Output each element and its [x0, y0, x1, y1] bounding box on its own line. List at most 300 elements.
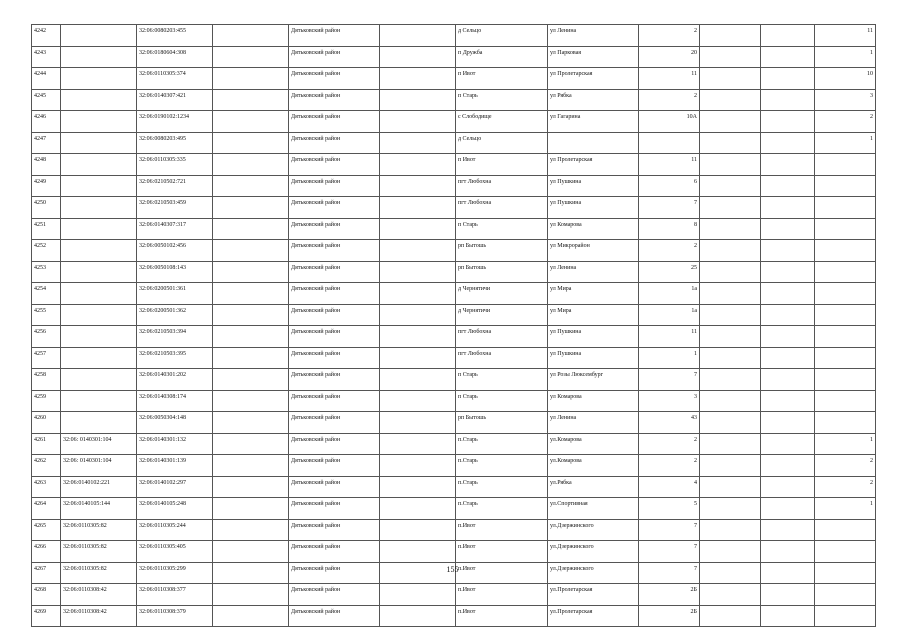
- table-cell: рп Бытошь: [456, 412, 548, 434]
- table-cell: [380, 218, 456, 240]
- table-cell: [61, 347, 137, 369]
- table-cell: [213, 283, 289, 305]
- table-cell: [761, 111, 815, 133]
- table-cell: 4246: [32, 111, 61, 133]
- table-cell: [380, 240, 456, 262]
- table-row: [32, 240, 876, 262]
- table-cell: 32:06:0110305:82: [61, 519, 137, 541]
- table-cell: 32:06:0140105:248: [137, 498, 213, 520]
- table-row: [32, 326, 876, 348]
- table-cell: п Старь: [456, 89, 548, 111]
- table-cell: 32:06:0140301:202: [137, 369, 213, 391]
- table-cell: [380, 154, 456, 176]
- table-cell: [213, 175, 289, 197]
- table-cell: 32:06:0110305:299: [137, 562, 213, 584]
- table-cell: 1: [815, 433, 876, 455]
- table-cell: 1а: [639, 304, 700, 326]
- table-cell: [213, 326, 289, 348]
- table-row: [32, 25, 876, 47]
- table-cell: 2: [639, 433, 700, 455]
- table-cell: [761, 46, 815, 68]
- table-cell: ул.Комарова: [548, 433, 639, 455]
- table-cell: [761, 240, 815, 262]
- table-cell: [761, 218, 815, 240]
- table-cell: ул Комарова: [548, 218, 639, 240]
- table-cell: Дятьковский район: [289, 304, 380, 326]
- table-row: [32, 261, 876, 283]
- table-cell: [700, 25, 761, 47]
- table-cell: [815, 175, 876, 197]
- table-cell: [700, 347, 761, 369]
- table-cell: [548, 132, 639, 154]
- table-cell: [213, 68, 289, 90]
- table-cell: [213, 584, 289, 606]
- table-cell: ул.Пролетарская: [548, 605, 639, 627]
- table-cell: [380, 433, 456, 455]
- table-cell: Дятьковский район: [289, 240, 380, 262]
- table-cell: Дятьковский район: [289, 261, 380, 283]
- table-cell: [380, 519, 456, 541]
- table-cell: [761, 498, 815, 520]
- table-cell: [815, 326, 876, 348]
- table-cell: 32:06:0140105:144: [61, 498, 137, 520]
- table-cell: 4247: [32, 132, 61, 154]
- table-cell: [700, 154, 761, 176]
- table-cell: 4245: [32, 89, 61, 111]
- table-cell: 32:06:0110308:42: [61, 584, 137, 606]
- table-cell: Дятьковский район: [289, 25, 380, 47]
- table-cell: 4244: [32, 68, 61, 90]
- table-row: [32, 175, 876, 197]
- table-cell: ул Пушкина: [548, 197, 639, 219]
- table-cell: [700, 304, 761, 326]
- table-cell: 4265: [32, 519, 61, 541]
- table-cell: [815, 240, 876, 262]
- table-cell: 32:06:0210503:394: [137, 326, 213, 348]
- table-cell: [761, 283, 815, 305]
- table-cell: [700, 46, 761, 68]
- table-cell: [761, 369, 815, 391]
- table-row: [32, 584, 876, 606]
- table-cell: [61, 25, 137, 47]
- table-row: [32, 605, 876, 627]
- table-cell: 11: [639, 68, 700, 90]
- table-cell: 32:06:0050108:143: [137, 261, 213, 283]
- table-cell: [61, 304, 137, 326]
- table-cell: п Ивот: [456, 154, 548, 176]
- table-cell: 4249: [32, 175, 61, 197]
- table-cell: Дятьковский район: [289, 498, 380, 520]
- table-cell: п.Старь: [456, 498, 548, 520]
- table-cell: Дятьковский район: [289, 433, 380, 455]
- table-cell: Дятьковский район: [289, 605, 380, 627]
- table-cell: [700, 283, 761, 305]
- table-cell: 32:06:0110308:42: [61, 605, 137, 627]
- table-cell: 32:06: 0140301:104: [61, 455, 137, 477]
- table-cell: [213, 369, 289, 391]
- table-cell: 4252: [32, 240, 61, 262]
- table-cell: [213, 390, 289, 412]
- table-cell: п.Старь: [456, 476, 548, 498]
- table-cell: [380, 89, 456, 111]
- table-cell: [700, 89, 761, 111]
- table-cell: 32:06:0140307:421: [137, 89, 213, 111]
- table-cell: 32:06:0210503:459: [137, 197, 213, 219]
- table-cell: ул Пушкина: [548, 347, 639, 369]
- table-row: [32, 218, 876, 240]
- table-cell: ул Ленина: [548, 412, 639, 434]
- table-cell: [213, 261, 289, 283]
- table-cell: [61, 283, 137, 305]
- table-cell: [380, 541, 456, 563]
- table-cell: 1: [815, 132, 876, 154]
- table-cell: [761, 605, 815, 627]
- table-cell: [700, 240, 761, 262]
- table-row: [32, 541, 876, 563]
- table-cell: [213, 519, 289, 541]
- table-cell: [213, 240, 289, 262]
- table-cell: 32:06:0050304:148: [137, 412, 213, 434]
- table-cell: 43: [639, 412, 700, 434]
- table-cell: 4261: [32, 433, 61, 455]
- table-cell: 2: [639, 455, 700, 477]
- table-cell: 32:06:0110305:374: [137, 68, 213, 90]
- table-cell: [61, 89, 137, 111]
- table-cell: ул.Дзержинского: [548, 519, 639, 541]
- table-cell: Дятьковский район: [289, 175, 380, 197]
- table-cell: 32:06:0110308:377: [137, 584, 213, 606]
- table-cell: [380, 605, 456, 627]
- table-cell: [213, 433, 289, 455]
- table-row: [32, 283, 876, 305]
- table-cell: [815, 369, 876, 391]
- table-cell: [639, 132, 700, 154]
- table-cell: Дятьковский район: [289, 369, 380, 391]
- table-cell: 32:06:0140307:317: [137, 218, 213, 240]
- table-row: [32, 197, 876, 219]
- table-cell: 32:06:0140102:297: [137, 476, 213, 498]
- table-cell: [380, 68, 456, 90]
- table-cell: [700, 68, 761, 90]
- table-row: [32, 498, 876, 520]
- table-cell: 4262: [32, 455, 61, 477]
- table-cell: 4251: [32, 218, 61, 240]
- table-cell: ул Пролетарская: [548, 68, 639, 90]
- table-cell: Дятьковский район: [289, 326, 380, 348]
- table-cell: 7: [639, 519, 700, 541]
- table-cell: [380, 304, 456, 326]
- table-row: [32, 455, 876, 477]
- table-cell: ул.Рябка: [548, 476, 639, 498]
- table-cell: [380, 584, 456, 606]
- table-cell: 20: [639, 46, 700, 68]
- table-cell: [213, 89, 289, 111]
- table-cell: [761, 433, 815, 455]
- table-cell: 11: [815, 25, 876, 47]
- table-cell: пгт Любохна: [456, 197, 548, 219]
- table-cell: д Сельцо: [456, 132, 548, 154]
- table-cell: 4250: [32, 197, 61, 219]
- table-cell: ул Парковая: [548, 46, 639, 68]
- table-cell: 32:06:0110305:82: [61, 562, 137, 584]
- registry-table: [31, 24, 876, 627]
- table-cell: [61, 261, 137, 283]
- table-cell: п.Старь: [456, 433, 548, 455]
- table-cell: п.Ивот: [456, 605, 548, 627]
- table-cell: п.Ивот: [456, 562, 548, 584]
- table-cell: ул Микрорайон: [548, 240, 639, 262]
- table-cell: Дятьковский район: [289, 218, 380, 240]
- table-cell: [815, 261, 876, 283]
- table-cell: 1: [639, 347, 700, 369]
- table-cell: [761, 326, 815, 348]
- table-cell: [380, 132, 456, 154]
- table-cell: Дятьковский район: [289, 584, 380, 606]
- table-cell: Дятьковский район: [289, 519, 380, 541]
- table-cell: [213, 304, 289, 326]
- table-row: [32, 154, 876, 176]
- table-cell: [700, 433, 761, 455]
- table-cell: [700, 605, 761, 627]
- table-cell: [700, 132, 761, 154]
- table-cell: [61, 218, 137, 240]
- table-cell: Дятьковский район: [289, 562, 380, 584]
- table-cell: д Чернятичи: [456, 304, 548, 326]
- table-cell: 32:06:0140301:132: [137, 433, 213, 455]
- table-cell: [700, 111, 761, 133]
- table-cell: [380, 498, 456, 520]
- table-cell: [213, 347, 289, 369]
- table-row: [32, 46, 876, 68]
- table-cell: ул Пушкина: [548, 326, 639, 348]
- table-cell: п Ивот: [456, 68, 548, 90]
- table-cell: 32:06:0140308:174: [137, 390, 213, 412]
- table-row: [32, 304, 876, 326]
- table-cell: [700, 455, 761, 477]
- table-cell: [213, 455, 289, 477]
- table-row: [32, 412, 876, 434]
- table-cell: п Старь: [456, 369, 548, 391]
- table-cell: 7: [639, 369, 700, 391]
- table-cell: [815, 283, 876, 305]
- table-cell: [700, 476, 761, 498]
- table-cell: 25: [639, 261, 700, 283]
- table-row: [32, 433, 876, 455]
- table-cell: п.Ивот: [456, 541, 548, 563]
- table-cell: д Сельцо: [456, 25, 548, 47]
- table-cell: 1: [815, 46, 876, 68]
- table-cell: 32:06:0140102:221: [61, 476, 137, 498]
- table-cell: Дятьковский район: [289, 347, 380, 369]
- table-cell: 32:06: 0140301:104: [61, 433, 137, 455]
- table-cell: пгт Любохна: [456, 347, 548, 369]
- table-cell: [380, 261, 456, 283]
- table-cell: 2Б: [639, 605, 700, 627]
- table-cell: ул Мира: [548, 304, 639, 326]
- table-row: [32, 347, 876, 369]
- table-cell: 7: [639, 562, 700, 584]
- table-cell: 3: [815, 89, 876, 111]
- table-cell: [61, 154, 137, 176]
- table-cell: [700, 369, 761, 391]
- table-cell: [761, 412, 815, 434]
- table-cell: пгт Любохна: [456, 326, 548, 348]
- table-cell: 4267: [32, 562, 61, 584]
- table-cell: [213, 154, 289, 176]
- table-cell: [61, 132, 137, 154]
- table-cell: [761, 584, 815, 606]
- table-cell: Дятьковский район: [289, 197, 380, 219]
- table-cell: ул Ленина: [548, 25, 639, 47]
- table-cell: Дятьковский район: [289, 132, 380, 154]
- table-cell: [213, 46, 289, 68]
- table-cell: [815, 154, 876, 176]
- table-cell: [700, 175, 761, 197]
- table-cell: [61, 111, 137, 133]
- table-cell: Дятьковский район: [289, 111, 380, 133]
- table-cell: 11: [639, 326, 700, 348]
- table-cell: п Дружба: [456, 46, 548, 68]
- table-cell: 2: [815, 476, 876, 498]
- table-cell: 32:06:0210503:395: [137, 347, 213, 369]
- table-cell: 32:06:0210502:721: [137, 175, 213, 197]
- table-cell: 3: [639, 390, 700, 412]
- table-cell: 32:06:0180604:308: [137, 46, 213, 68]
- table-cell: [815, 605, 876, 627]
- table-cell: [61, 46, 137, 68]
- table-cell: [380, 326, 456, 348]
- table-cell: ул Мира: [548, 283, 639, 305]
- table-cell: [700, 541, 761, 563]
- table-cell: 32:06:0050102:456: [137, 240, 213, 262]
- table-cell: [815, 584, 876, 606]
- table-cell: [213, 605, 289, 627]
- table-cell: с Слободище: [456, 111, 548, 133]
- table-cell: 4255: [32, 304, 61, 326]
- table-cell: 10А: [639, 111, 700, 133]
- table-cell: Дятьковский район: [289, 541, 380, 563]
- table-cell: [380, 390, 456, 412]
- table-cell: ул.Дзержинского: [548, 541, 639, 563]
- table-cell: ул.Спортивная: [548, 498, 639, 520]
- table-cell: 5: [639, 498, 700, 520]
- table-cell: 32:06:0200501:361: [137, 283, 213, 305]
- table-cell: [61, 240, 137, 262]
- table-cell: 11: [639, 154, 700, 176]
- table-cell: [815, 304, 876, 326]
- table-cell: [761, 304, 815, 326]
- table-cell: ул.Дзержинского: [548, 562, 639, 584]
- table-cell: 2: [815, 455, 876, 477]
- table-cell: [815, 218, 876, 240]
- table-cell: 32:06:0110305:82: [61, 541, 137, 563]
- table-cell: [380, 46, 456, 68]
- table-cell: [380, 25, 456, 47]
- table-cell: 32:06:0080203:455: [137, 25, 213, 47]
- table-cell: 2: [639, 89, 700, 111]
- table-cell: 32:06:0110308:379: [137, 605, 213, 627]
- table-cell: 4268: [32, 584, 61, 606]
- table-cell: 4260: [32, 412, 61, 434]
- table-cell: ул Рябка: [548, 89, 639, 111]
- table-cell: [61, 197, 137, 219]
- table-cell: Дятьковский район: [289, 476, 380, 498]
- table-cell: ул Розы Люксембург: [548, 369, 639, 391]
- table-cell: [761, 455, 815, 477]
- table-cell: [213, 111, 289, 133]
- table-cell: 4: [639, 476, 700, 498]
- table-cell: 4248: [32, 154, 61, 176]
- table-row: [32, 369, 876, 391]
- table-row: [32, 132, 876, 154]
- table-cell: [761, 541, 815, 563]
- table-row: [32, 390, 876, 412]
- table-cell: [761, 68, 815, 90]
- table-cell: [761, 197, 815, 219]
- table-row: [32, 68, 876, 90]
- table-cell: 32:06:0200501:362: [137, 304, 213, 326]
- page-number: 155: [446, 565, 459, 574]
- table-cell: [380, 369, 456, 391]
- table-cell: [761, 390, 815, 412]
- table-cell: [700, 261, 761, 283]
- table-cell: 4263: [32, 476, 61, 498]
- table-cell: [380, 111, 456, 133]
- table-cell: 2: [639, 25, 700, 47]
- table-cell: [61, 390, 137, 412]
- table-cell: [380, 175, 456, 197]
- table-cell: [380, 197, 456, 219]
- table-cell: 32:06:0190102:1234: [137, 111, 213, 133]
- table-cell: 1а: [639, 283, 700, 305]
- table-cell: [761, 347, 815, 369]
- table-cell: 7: [639, 197, 700, 219]
- table-cell: п.Ивот: [456, 584, 548, 606]
- table-cell: [815, 541, 876, 563]
- table-cell: [700, 218, 761, 240]
- table-cell: 32:06:0110305:405: [137, 541, 213, 563]
- table-cell: [815, 390, 876, 412]
- table-cell: рп Бытошь: [456, 240, 548, 262]
- table-cell: [815, 347, 876, 369]
- table-cell: Дятьковский район: [289, 68, 380, 90]
- table-cell: 4253: [32, 261, 61, 283]
- table-cell: Дятьковский район: [289, 154, 380, 176]
- table-cell: [761, 89, 815, 111]
- table-cell: 4269: [32, 605, 61, 627]
- table-cell: ул Ленина: [548, 261, 639, 283]
- table-cell: [61, 326, 137, 348]
- table-cell: п.Старь: [456, 455, 548, 477]
- table-cell: 4264: [32, 498, 61, 520]
- registry-table-body: [32, 25, 876, 627]
- table-cell: [61, 369, 137, 391]
- table-cell: [700, 519, 761, 541]
- table-cell: Дятьковский район: [289, 455, 380, 477]
- table-cell: ул Гагарина: [548, 111, 639, 133]
- table-cell: 4256: [32, 326, 61, 348]
- table-cell: ул.Комарова: [548, 455, 639, 477]
- table-cell: 2: [639, 240, 700, 262]
- table-cell: [700, 390, 761, 412]
- table-cell: 32:06:0080203:495: [137, 132, 213, 154]
- table-cell: [761, 132, 815, 154]
- table-cell: [380, 283, 456, 305]
- table-cell: ул.Пролетарская: [548, 584, 639, 606]
- table-cell: [380, 455, 456, 477]
- table-cell: [380, 412, 456, 434]
- table-cell: 4243: [32, 46, 61, 68]
